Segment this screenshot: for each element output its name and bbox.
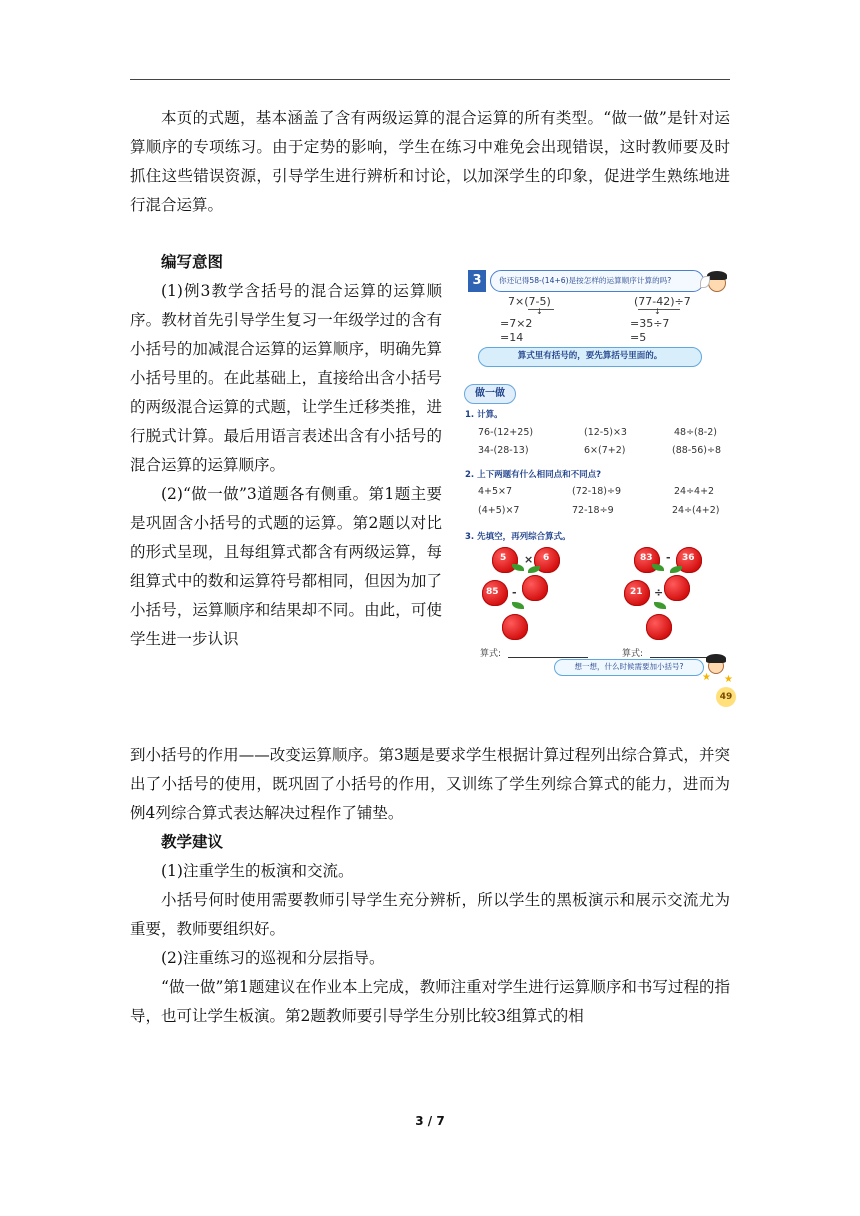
angel-hair-icon bbox=[707, 271, 727, 280]
q2-item: 24÷(4+2) bbox=[672, 505, 720, 516]
tree-right-a: 83 bbox=[640, 553, 653, 563]
leaf-icon bbox=[512, 602, 524, 609]
q3-label: 3. 先填空，再列综合算式。 bbox=[465, 532, 571, 542]
page-footer: 3 / 7 bbox=[415, 1114, 445, 1128]
tree-right-c: 21 bbox=[630, 587, 643, 597]
question-bubble: 你还记得58-(14+6)是按怎样的运算顺序计算的吗? bbox=[490, 270, 704, 292]
paragraph-advice-2: (2)注重练习的巡视和分层指导。 bbox=[161, 949, 385, 967]
calc-left-line-1: 7×(7-5) bbox=[508, 295, 551, 308]
formula-label-left: 算式: bbox=[480, 649, 502, 659]
q1-item: (12-5)×3 bbox=[584, 427, 627, 438]
girl-hair-icon bbox=[706, 654, 726, 663]
think-bubble: 想一想，什么时候需要加小括号? bbox=[554, 659, 704, 676]
apple-icon bbox=[502, 614, 528, 640]
zuoyizuo-tag: 做一做 bbox=[464, 384, 516, 404]
paragraph-intro: 本页的式题，基本涵盖了含有两级运算的混合运算的所有类型。“做一做”是针对运算顺序的专项练习。由于定势的影响，学生在练习中难免会出现错误，这时教师要及时抓住这些错误资源，引导学生进行辨析和讨论，以加深学生的印象，促进学生熟练地进行混合运算。 bbox=[130, 109, 730, 214]
example-number-badge: 3 bbox=[468, 270, 486, 292]
arrow-left-icon: ↓ bbox=[536, 307, 543, 316]
calc-left-line-3: =14 bbox=[500, 331, 524, 344]
textbook-page-number: 49 bbox=[716, 687, 736, 707]
q1-item: 6×(7+2) bbox=[584, 445, 626, 456]
q1-item: 48÷(8-2) bbox=[674, 427, 717, 438]
q2-item: 4+5×7 bbox=[478, 486, 513, 497]
rule-tip-bar: 算式里有括号的，要先算括号里面的。 bbox=[478, 347, 702, 367]
calc-left-line-2: =7×2 bbox=[500, 317, 533, 330]
paragraph-advice-2-body: “做一做”第1题建议在作业本上完成，教师注重对学生进行运算顺序和书写过程的指导，也可让学生板演。第2题教师要引导学生分别比较3组算式的相 bbox=[130, 978, 730, 1025]
q1-item: 76-(12+25) bbox=[478, 427, 534, 438]
paragraph-advice-1-body: 小括号何时使用需要教师引导学生充分辨析，所以学生的黑板演示和展示交流尤为重要，教师要组织好。 bbox=[130, 891, 730, 938]
q2-item: 72-18÷9 bbox=[572, 505, 614, 516]
apple-icon bbox=[646, 614, 672, 640]
q2-label: 2. 上下两题有什么相同点和不同点? bbox=[465, 470, 602, 480]
textbook-figure bbox=[462, 262, 738, 716]
intent-section-continued bbox=[130, 741, 730, 1031]
tree-right-b: 36 bbox=[682, 553, 695, 563]
tree-left-op1: × bbox=[524, 553, 534, 566]
star-icon: ★ bbox=[702, 672, 711, 683]
header-rule bbox=[130, 79, 730, 80]
intro-section bbox=[130, 104, 730, 220]
tree-left-op2: - bbox=[512, 586, 517, 599]
leaf-icon bbox=[670, 566, 682, 573]
q2-item: (72-18)÷9 bbox=[572, 486, 622, 497]
star-icon: ★ bbox=[724, 674, 733, 685]
formula-label-right: 算式: bbox=[622, 649, 644, 659]
calc-right-line-2: =35÷7 bbox=[630, 317, 670, 330]
calc-right-line-3: =5 bbox=[630, 331, 647, 344]
tree-left-a: 5 bbox=[500, 553, 507, 563]
paragraph-zuoyizuo-b: 到小括号的作用——改变运算顺序。第3题是要求学生根据计算过程列出综合算式，并突出了小括号的使用，既巩固了小括号的作用，又训练了学生列综合算式的能力，进而为例4列综合算式表达解决过程作了铺垫。 bbox=[130, 746, 730, 822]
paragraph-advice-1: (1)注重学生的板演和交流。 bbox=[161, 862, 354, 880]
apple-icon bbox=[664, 575, 690, 601]
q2-item: 24÷4+2 bbox=[674, 486, 715, 497]
q1-item: 34-(28-13) bbox=[478, 445, 529, 456]
q1-label: 1. 计算。 bbox=[465, 410, 503, 420]
paragraph-example-3: (1)例3教学含括号的混合运算的运算顺序。教材首先引导学生复习一年级学过的含有小括号的加减混合运算的运算顺序，明确先算小括号里的。在此基础上，直接给出含小括号的两级混合运算的式题，让学生迁移类推，进行脱式计算。最后用语言表述出含有小括号的混合运算的运算顺序。 bbox=[130, 282, 442, 474]
calc-right-line-1: (77-42)÷7 bbox=[634, 295, 691, 308]
q1-item: (88-56)÷8 bbox=[672, 445, 722, 456]
formula-blank-left bbox=[508, 648, 588, 658]
leaf-icon bbox=[528, 566, 540, 573]
tree-left-b: 6 bbox=[543, 553, 550, 563]
leaf-icon bbox=[654, 602, 666, 609]
q2-item: (4+5)×7 bbox=[478, 505, 520, 516]
paragraph-zuoyizuo-a: (2)“做一做”3道题各有侧重。第1题主要是巩固含小括号的式题的运算。第2题以对比的形式呈现，且每组算式都含有两级运算，每组算式中的数和运算符号都相同，但因为加了小括号，运算顺序和结果却不同。由此，可使学生进一步认识 bbox=[130, 485, 442, 648]
apple-icon bbox=[522, 575, 548, 601]
tree-right-op1: - bbox=[666, 551, 671, 564]
heading-writing-intent: 编写意图 bbox=[161, 253, 224, 271]
tree-left-c: 85 bbox=[486, 587, 499, 597]
heading-teaching-advice: 教学建议 bbox=[161, 833, 224, 851]
tree-right-op2: ÷ bbox=[654, 586, 664, 599]
arrow-right-icon: ↓ bbox=[654, 307, 661, 316]
